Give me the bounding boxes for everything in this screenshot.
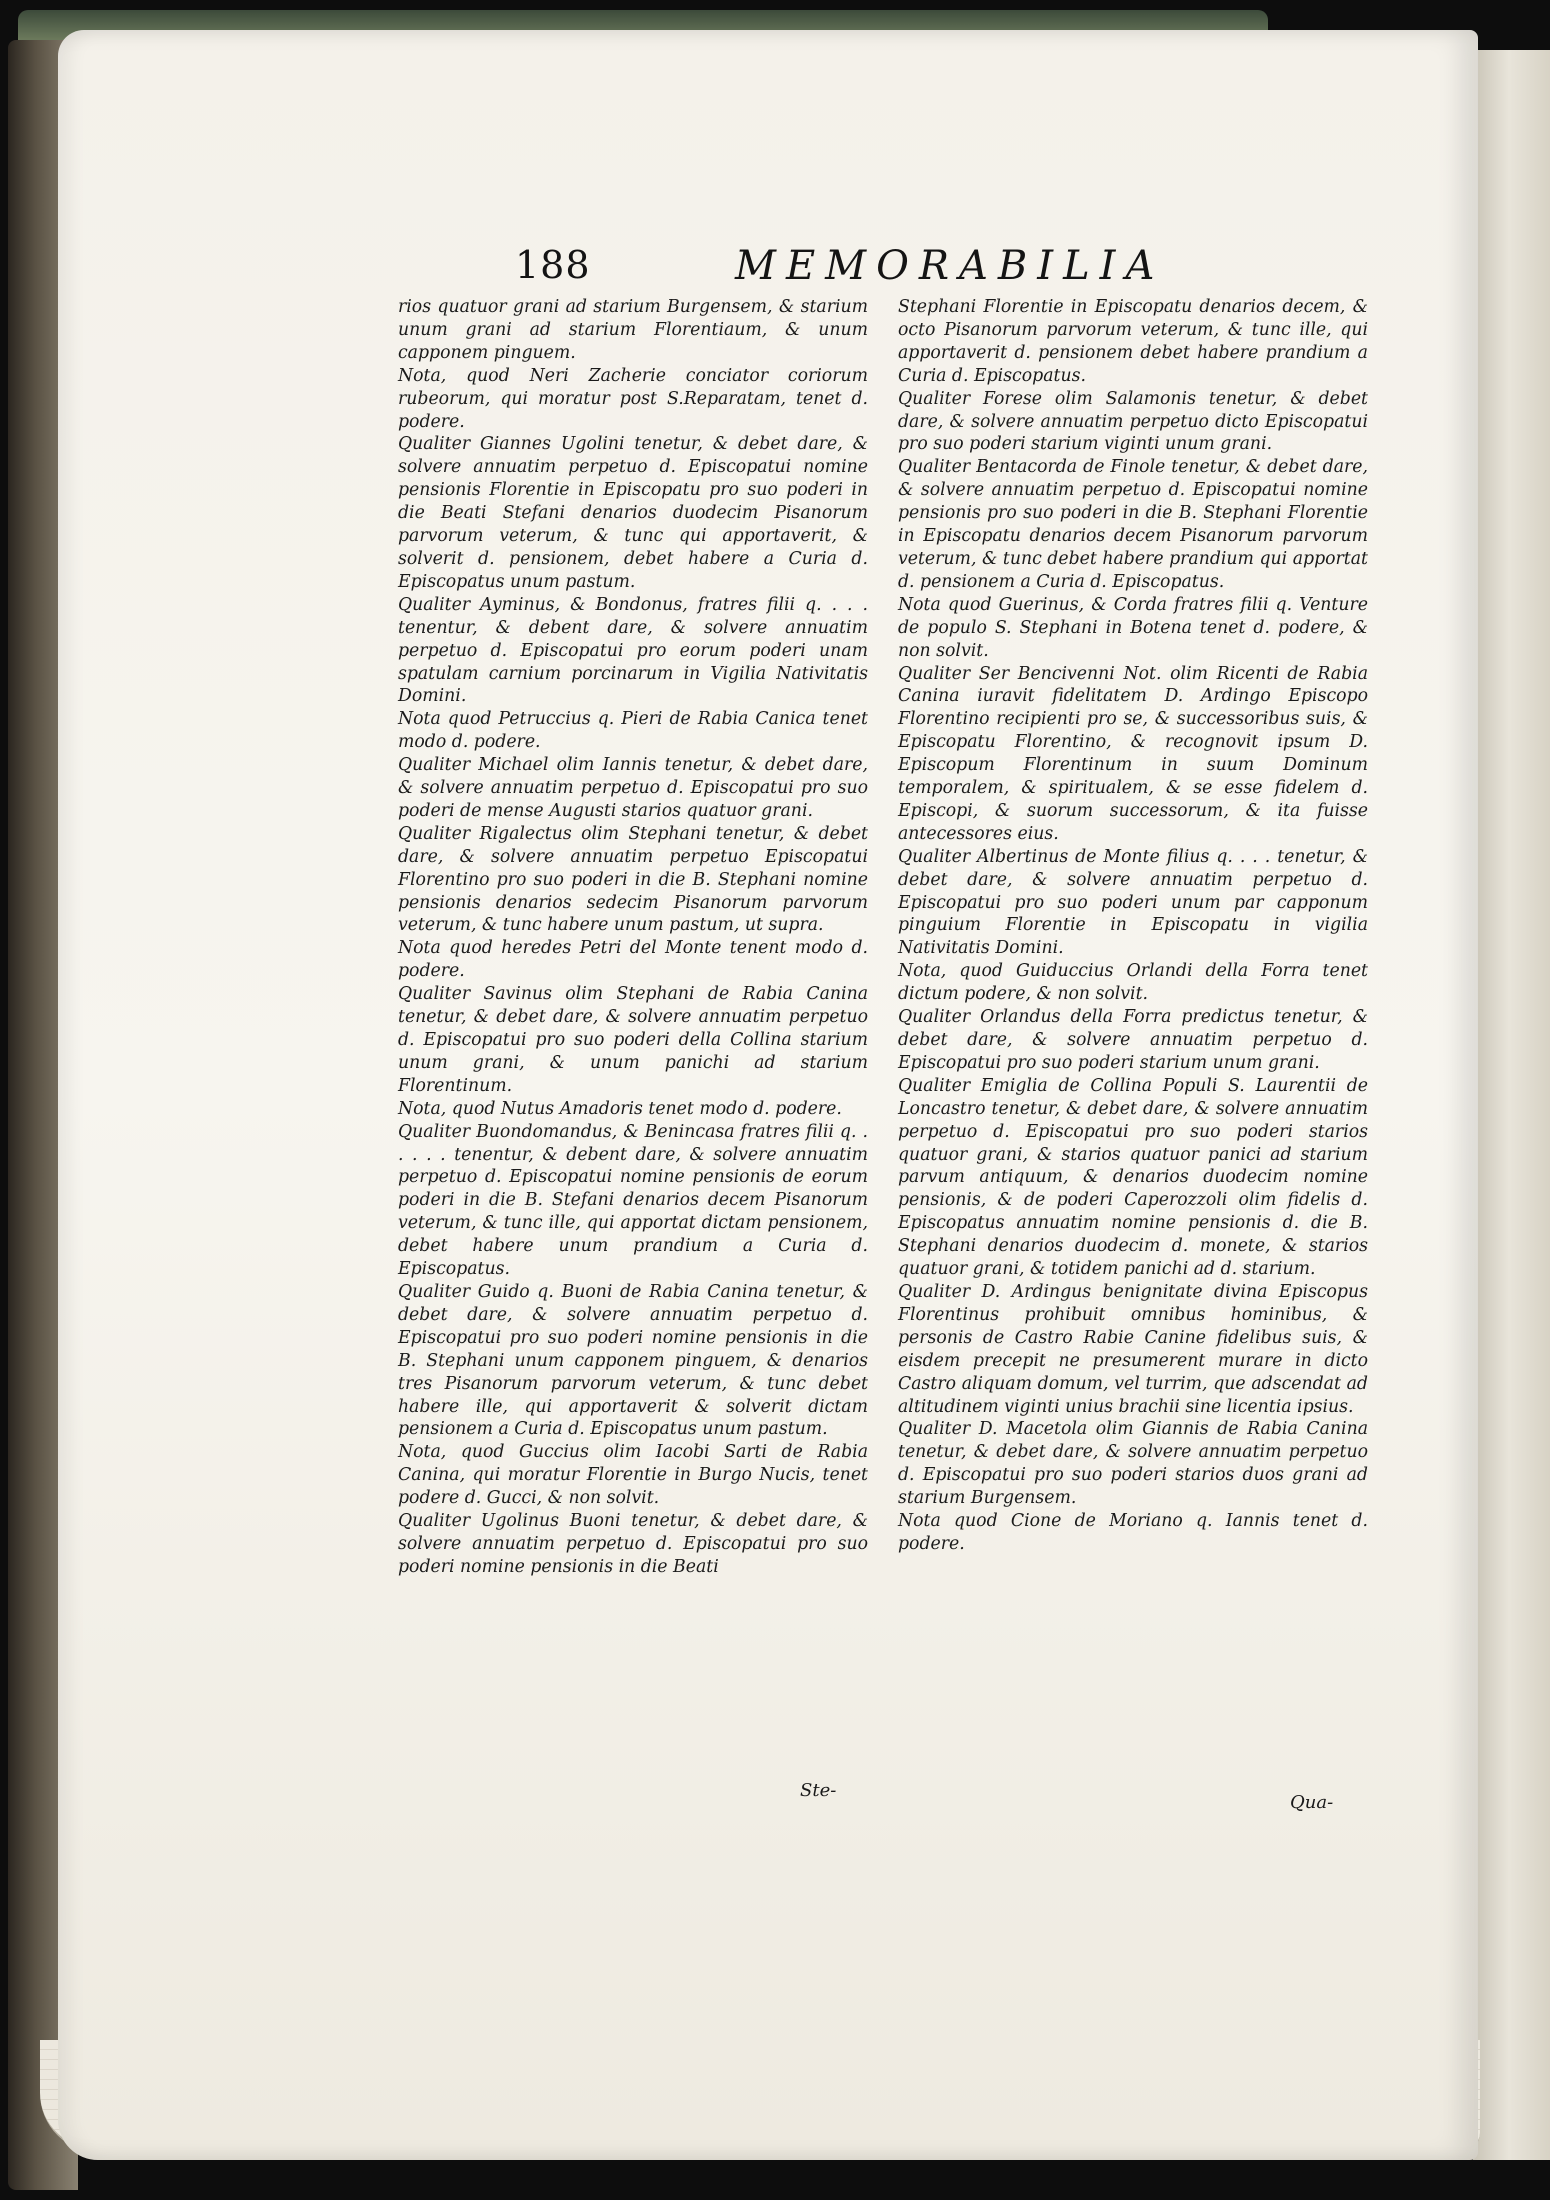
paragraph: Nota quod Cione de Moriano q. Iannis tenet d. podere.	[898, 1511, 1368, 1554]
paragraph: Qualiter Guido q. Buoni de Rabia Canina tenetur, & debet dare, & solvere annuatim perpetuo d. Episcopatui pro suo poderi nomine pensionis in die B. Stephani unum capponem pinguem, & denarios tres Pisanorum parvorum veterum, & tunc debet habere ille, qui apportaverit & solverit dictam pensionem a Curia d. Episcopatus unum pastum.	[398, 1281, 868, 1440]
paragraph: Stephani Florentie in Episcopatu denarios decem, & octo Pisanorum parvorum veterum, & tunc ille, qui apportaverit d. pensionem debet habere prandium a Curia d. Episcopatus.	[898, 297, 1368, 386]
page-header	[515, 243, 1215, 293]
paragraph: Qualiter Albertinus de Monte filius q. . . . tenetur, & debet dare, & solvere annuatim perpetuo d. Episcopatui pro suo poderi unum par capponum pinguium Florentie in Episcopatu in vigilia Nativitatis Domini.	[898, 846, 1368, 959]
paragraph: Nota quod Guerinus, & Corda fratres filii q. Venture de populo S. Stephani in Botena tenet d. podere, & non solvit.	[898, 594, 1368, 661]
paragraph: Qualiter Buondomandus, & Benincasa fratres filii q. . . . . . tenentur, & debent dare, & solvere annuatim perpetuo d. Episcopatui nomine pensionis de eorum poderi in die B. Stefani denarios decem Pisanorum veterum, & tunc ille, qui apportat dictam pensionem, debet habere unum prandium a Curia d. Episcopatus.	[398, 1121, 868, 1280]
paragraph: Qualiter D. Macetola olim Giannis de Rabia Canina tenetur, & debet dare, & solvere annuatim perpetuo d. Episcopatui pro suo poderi starios duos grani ad starium Burgensem.	[898, 1419, 1368, 1509]
paragraph: Qualiter Bentacorda de Finole tenetur, & debet dare, & solvere annuatim perpetuo d. Episcopatui nomine pensionis pro suo poderi in die B. Stephani Florentie in Episcopatu denarios decem Pisanorum parvorum veterum, & tunc debet habere prandium qui apportat d. pensionem a Curia d. Episcopatus.	[898, 457, 1368, 592]
paragraph: Qualiter Ayminus, & Bondonus, fratres filii q. . . . tenentur, & debent dare, & solvere annuatim perpetuo d. Episcopatui pro eorum poderi unam spatulam carnium porcinarum in Vigilia Nativitatis Domini.	[398, 594, 868, 707]
paragraph: Nota, quod Nutus Amadoris tenet modo d. podere.	[398, 1098, 842, 1119]
paragraph: Qualiter D. Ardingus benignitate divina Episcopus Florentinus prohibuit omnibus hominibus, & personis de Castro Rabie Canine fidelibus suis, & eisdem precepit ne presumerent murare in dicto Castro aliquam domum, vel turrim, que adscendat ad altitudinem viginti unius brachii sine licentia ipsius.	[898, 1281, 1368, 1417]
paragraph: Qualiter Rigalectus olim Stephani tenetur, & debet dare, & solvere annuatim perpetuo Episcopatui Florentino pro suo poderi in die B. Stephani nomine pensionis denarios sedecim Pisanorum parvorum veterum, & tunc habere unum pastum, ut supra.	[398, 823, 868, 936]
paragraph: Nota, quod Guiduccius Orlandi della Forra tenet dictum podere, & non solvit.	[898, 961, 1368, 1005]
paragraph: Qualiter Forese olim Salamonis tenetur, & debet dare, & solvere annuatim perpetuo dicto Episcopatui pro suo poderi starium viginti unum grani.	[898, 388, 1368, 455]
paragraph: Qualiter Ugolinus Buoni tenetur, & debet dare, & solvere annuatim perpetuo d. Episcopatui pro suo poderi nomine pensionis in die Beati	[398, 1511, 868, 1577]
right-text-column	[898, 296, 1368, 1556]
paragraph: Qualiter Michael olim Iannis tenetur, & debet dare, & solvere annuatim perpetuo d. Episcopatui pro suo poderi de mense Augusti starios quatuor grani.	[398, 755, 868, 821]
paragraph: Nota, quod Guccius olim Iacobi Sarti de Rabia Canina, qui moratur Florentie in Burgo Nucis, tenet podere d. Gucci, & non solvit.	[398, 1442, 868, 1509]
facing-page-edge	[1470, 50, 1550, 2160]
left-catchword: Ste-	[800, 1780, 837, 1801]
paragraph: Qualiter Ser Bencivenni Not. olim Ricenti de Rabia Canina iuravit fidelitatem D. Ardingo Episcopo Florentino recipienti pro se, & successoribus suis, & Episcopatu Florentino, & recognovit ipsum D. Episcopum Florentinum in suum Dominum temporalem, & spiritualem, & se esse fidelem d. Episcopi, & suorum successorum, & ita fuisse antecessores eius.	[898, 663, 1368, 844]
running-title: MEMORABILIA	[735, 243, 1165, 289]
paragraph: Qualiter Emiglia de Collina Populi S. Laurentii de Loncastro tenetur, & debet dare, & solvere annuatim perpetuo d. Episcopatui pro suo poderi starios quatuor grani, & starios quatuor panici ad starium parvum antiquum, & denarios duodecim nomine pensionis, & de poderi Caperozzoli olim fidelis d. Episcopatus annuatim nomine pensionis d. die B. Stephani denarios duodecim d. monete, & starios quatuor grani, & totidem panichi ad d. starium.	[898, 1075, 1368, 1280]
right-catchword: Qua-	[1290, 1792, 1334, 1813]
paragraph: Nota quod heredes Petri del Monte tenent modo d. podere.	[398, 938, 868, 982]
paragraph: Nota quod Petruccius q. Pieri de Rabia Canica tenet modo d. podere.	[398, 709, 868, 753]
paragraph: rios quatuor grani ad starium Burgensem, & starium unum grani ad starium Florentiaum, & unum capponem pinguem.	[398, 297, 868, 363]
paragraph: Qualiter Orlandus della Forra predictus tenetur, & debet dare, & solvere annuatim perpetuo d. Episcopatui pro suo poderi starium unum grani.	[898, 1007, 1368, 1073]
page-number: 188	[515, 243, 591, 287]
paragraph: Qualiter Savinus olim Stephani de Rabia Canina tenetur, & debet dare, & solvere annuatim perpetuo d. Episcopatui pro suo poderi della Collina starium unum grani, & unum panichi ad starium Florentinum.	[398, 984, 868, 1096]
paragraph: Qualiter Giannes Ugolini tenetur, & debet dare, & solvere annuatim perpetuo d. Episcopatui nomine pensionis Florentie in Episcopatu pro suo poderi in die Beati Stefani denarios duodecim Pisanorum parvorum veterum, & tunc qui apportaverit, & solverit d. pensionem, debet habere a Curia d. Episcopatus unum pastum.	[398, 434, 868, 592]
left-text-column	[398, 296, 868, 1579]
paragraph: Nota, quod Neri Zacherie conciator coriorum rubeorum, qui moratur post S.Reparatam, tenet d. podere.	[398, 365, 868, 432]
